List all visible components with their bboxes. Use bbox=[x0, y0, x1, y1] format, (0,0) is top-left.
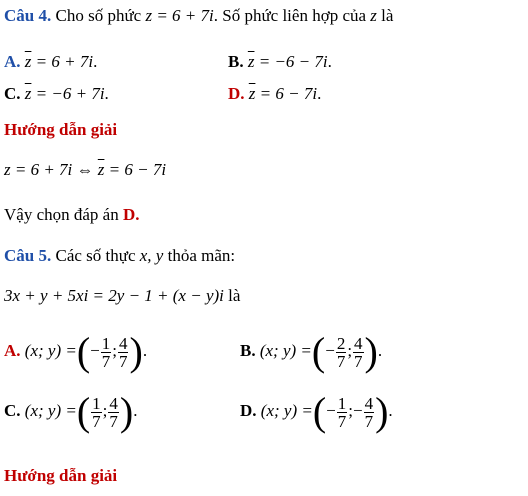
q4-text-b: . Số phức liên hợp của bbox=[213, 6, 371, 25]
option-pair: (x; y) = bbox=[260, 400, 313, 420]
q5-option-b[interactable]: B. (x; y) =(− $\frac{2}{7}$ ; $\frac{4}{7}$ ). bbox=[240, 329, 383, 374]
solution-conjugate: $\overline{z}$ bbox=[97, 160, 105, 179]
q4-option-c[interactable] bbox=[4, 84, 109, 104]
option-end: . bbox=[104, 84, 109, 103]
q5-equation-expr: 3x + y + 5xi = 2y − 1 + (x − y)i bbox=[4, 286, 224, 305]
q5-text: Các số thực bbox=[55, 246, 140, 265]
option-letter: A. bbox=[4, 340, 21, 360]
q5-equation-end: là bbox=[223, 286, 241, 305]
option-end: . bbox=[93, 52, 98, 71]
option-letter: D. bbox=[228, 84, 245, 103]
q4-solution bbox=[4, 160, 166, 180]
q4-label: Câu 4. bbox=[4, 6, 52, 25]
conjugate-z: $\overline{z}$ bbox=[24, 84, 32, 103]
fraction-1: $\frac{1}{7}$ bbox=[337, 393, 347, 431]
option-letter: C. bbox=[4, 400, 21, 420]
sign-1: − bbox=[326, 400, 336, 420]
q5-option-d[interactable]: D. (x; y) =(− $\frac{1}{7}$ ;− $\frac{4}{7}$ ). bbox=[240, 389, 393, 434]
q5-guide-title: Hướng dẫn giải bbox=[4, 466, 118, 485]
option-pair: (x; y) = bbox=[259, 340, 312, 360]
option-letter: A. bbox=[4, 52, 21, 71]
q4-guide-title: Hướng dẫn giải bbox=[4, 120, 118, 139]
option-value: = 6 + 7i bbox=[31, 52, 94, 71]
option-value: = −6 − 7i bbox=[254, 52, 328, 71]
q5-option-c[interactable]: C. (x; y) =( $\frac{1}{7}$ ; $\frac{4}{7}$ ). bbox=[4, 389, 138, 434]
conjugate-z: $\overline{z}$ bbox=[24, 52, 32, 71]
q5-label: Câu 5. bbox=[4, 246, 52, 265]
q4-text-c: là bbox=[376, 6, 394, 25]
q4-z-expr: z = 6 + 7i bbox=[145, 6, 214, 25]
option-letter: B. bbox=[240, 340, 256, 360]
q5-equation bbox=[4, 286, 240, 306]
q5-vars: x, y bbox=[139, 246, 164, 265]
option-value: = 6 − 7i bbox=[255, 84, 318, 103]
fraction-1: $\frac{1}{7}$ bbox=[92, 393, 101, 431]
sign-1: − bbox=[90, 340, 100, 360]
option-value: = −6 + 7i bbox=[31, 84, 105, 103]
q4-text-a: Cho số phức bbox=[55, 6, 146, 25]
q4-stem bbox=[4, 6, 393, 26]
q5-text-b: thỏa mãn: bbox=[163, 246, 236, 265]
option-pair: (x; y) = bbox=[24, 400, 77, 420]
conjugate-z: $\overline{z}$ bbox=[248, 84, 256, 103]
option-letter: D. bbox=[240, 400, 257, 420]
q4-option-d[interactable] bbox=[228, 84, 321, 104]
sign-1: − bbox=[325, 340, 335, 360]
fraction-2: $\frac{4}{7}$ bbox=[364, 393, 374, 431]
fraction-2: $\frac{4}{7}$ bbox=[118, 333, 128, 371]
conjugate-z: $\overline{z}$ bbox=[247, 52, 255, 71]
option-letter: B. bbox=[228, 52, 244, 71]
solution-right: = 6 − 7i bbox=[104, 160, 167, 179]
q4-conclusion bbox=[4, 205, 140, 225]
q4-option-a[interactable] bbox=[4, 52, 97, 72]
option-end: . bbox=[327, 52, 332, 71]
q5-stem bbox=[4, 246, 235, 266]
answer-letter: D. bbox=[122, 205, 140, 224]
fraction-1: $\frac{1}{7}$ bbox=[101, 333, 111, 371]
fraction-1: $\frac{2}{7}$ bbox=[336, 333, 346, 371]
q5-option-a[interactable]: A. (x; y) =(− $\frac{1}{7}$ ; $\frac{4}{7}$ ). bbox=[4, 329, 148, 374]
q4-z: z bbox=[370, 6, 377, 25]
conclusion-text: Vậy chọn đáp án bbox=[4, 205, 123, 224]
fraction-2: $\frac{4}{7}$ bbox=[354, 333, 363, 371]
sign-2: − bbox=[352, 400, 363, 420]
option-letter: C. bbox=[4, 84, 21, 103]
option-end: . bbox=[317, 84, 322, 103]
q4-option-b[interactable] bbox=[228, 52, 332, 72]
option-pair: (x; y) = bbox=[24, 340, 77, 360]
fraction-2: $\frac{4}{7}$ bbox=[109, 393, 118, 431]
solution-left: z = 6 + 7i ⇔ bbox=[4, 160, 98, 179]
